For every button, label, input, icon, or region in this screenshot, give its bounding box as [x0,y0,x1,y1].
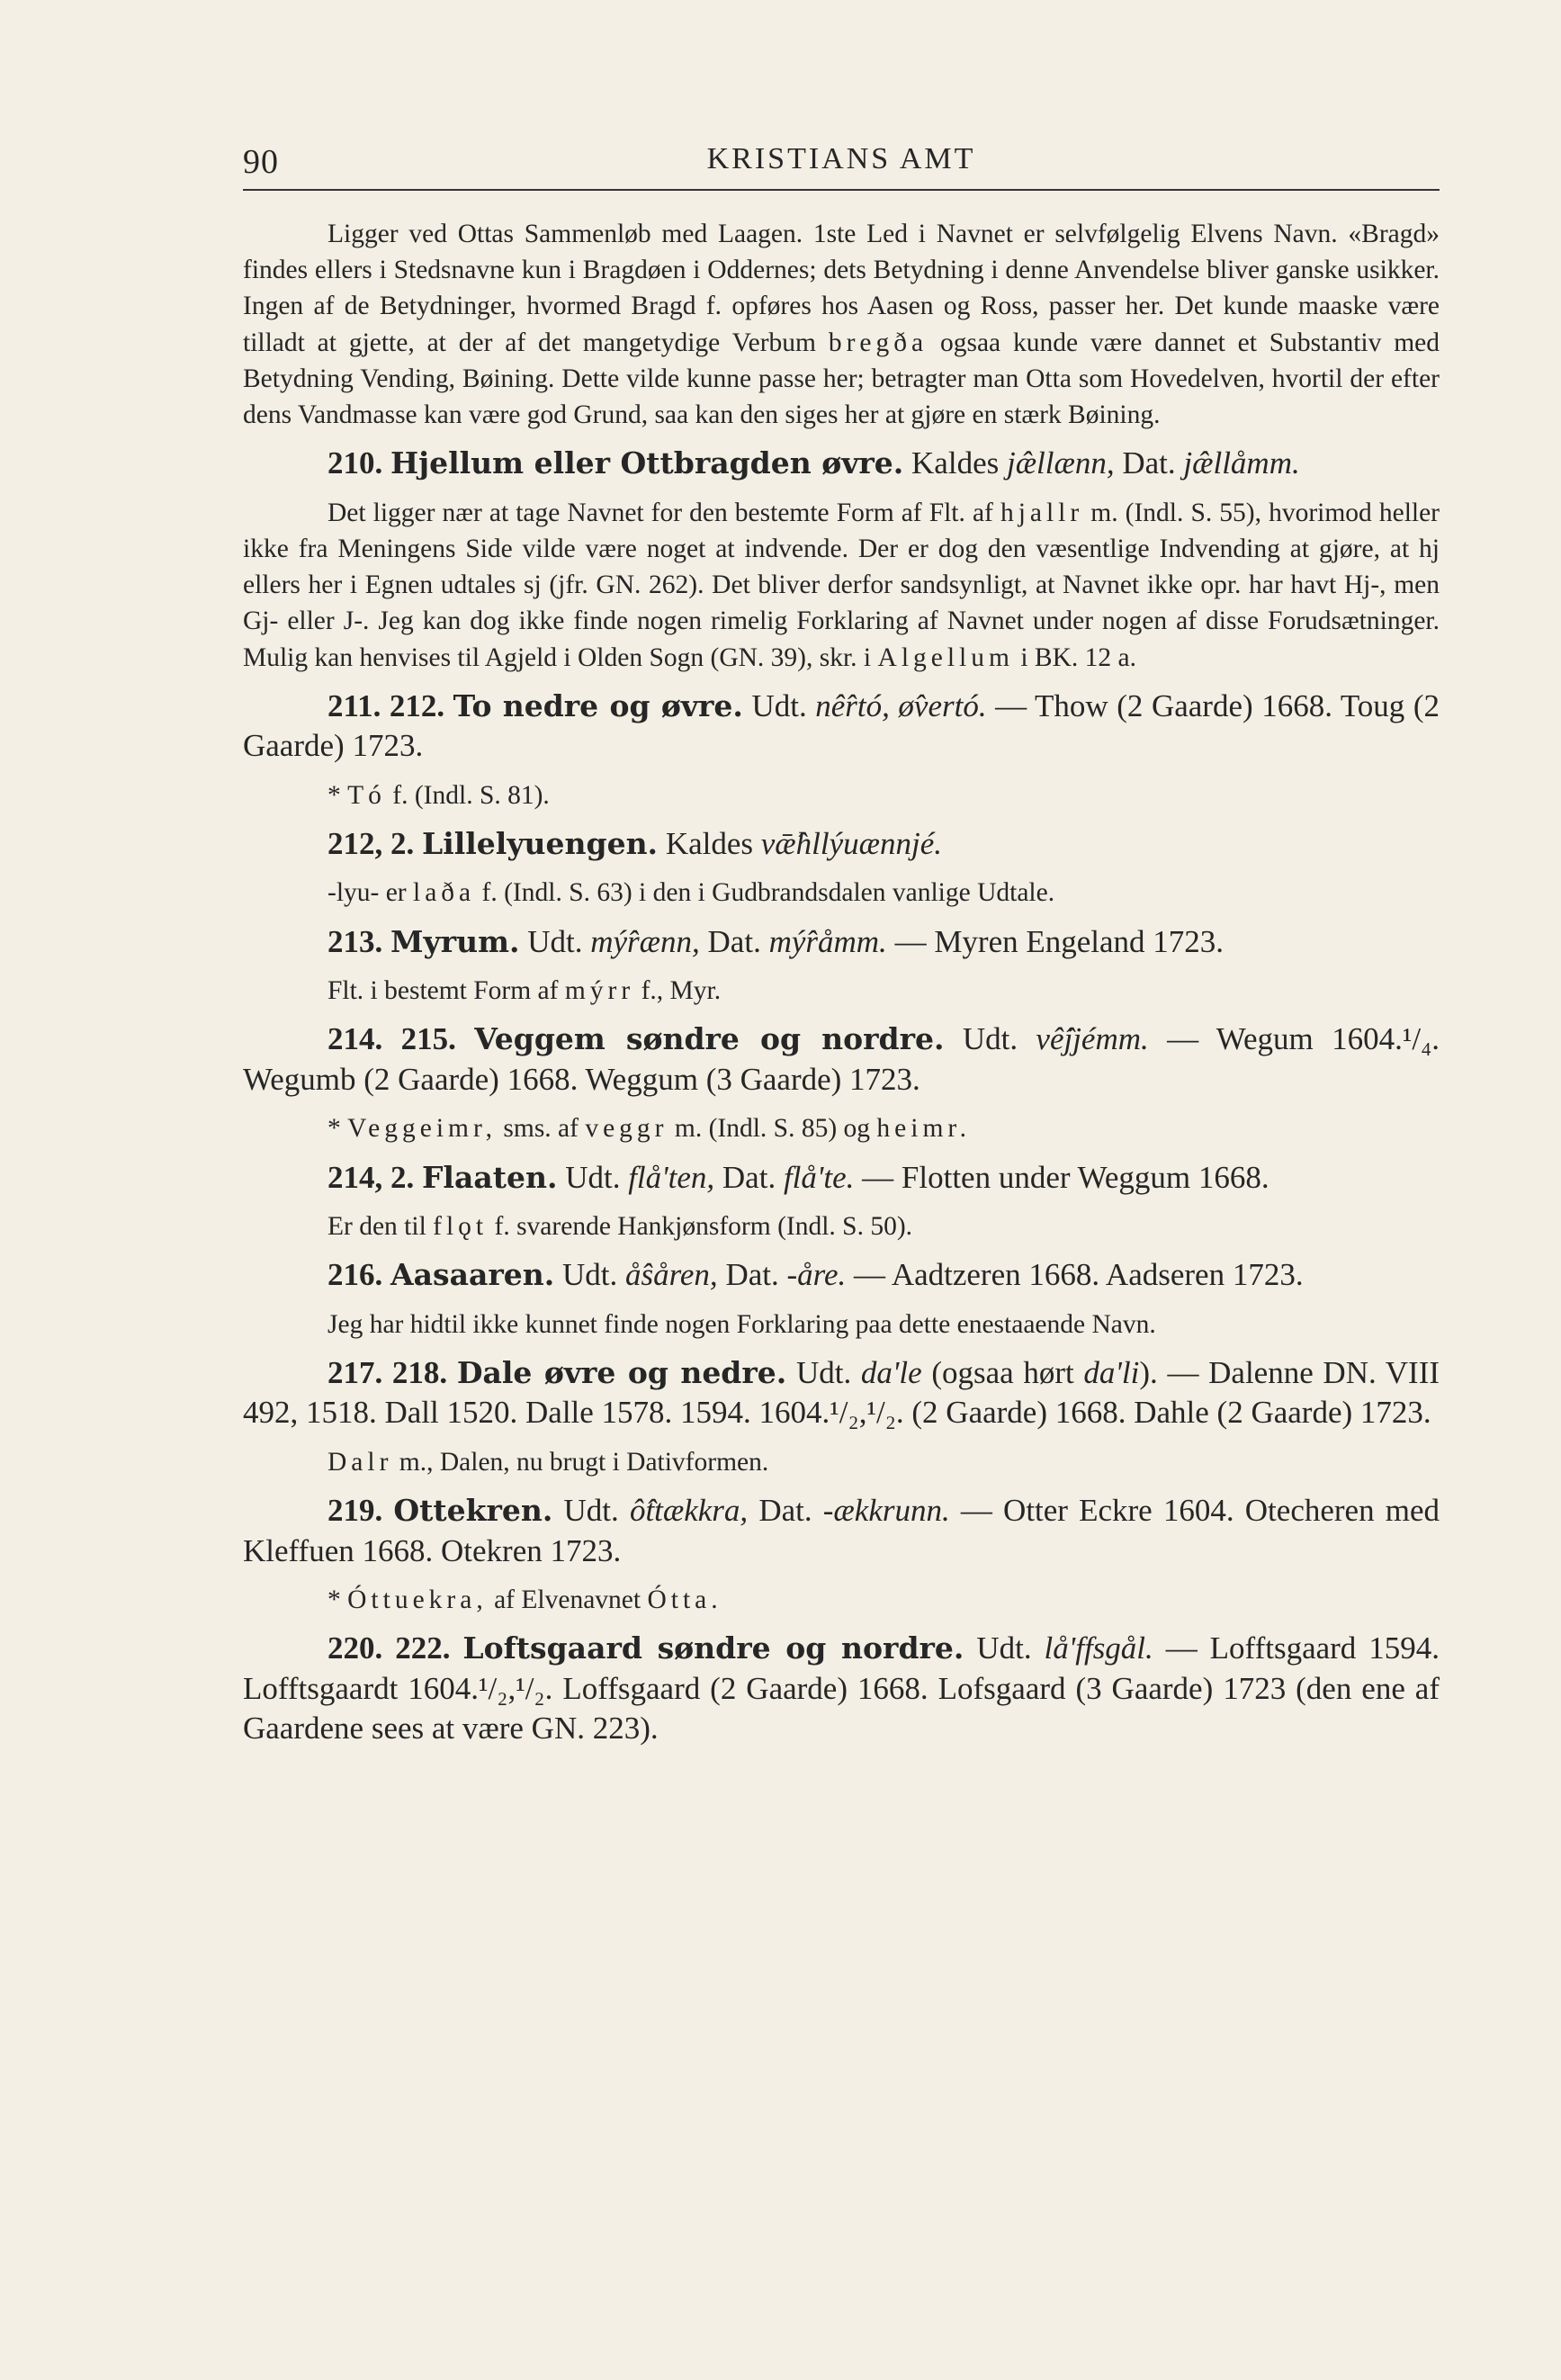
pronunciation: flå'ten, [628,1159,715,1195]
entry-text: Kaldes [903,445,1007,481]
entry-213-note [243,973,1440,1009]
pronunciation: lå'ffsgål. [1044,1630,1153,1666]
entry-214-2-note [243,1208,1440,1244]
entry-text: Udt. [742,687,816,723]
entry-text: Dat. [717,1257,787,1293]
entry-text: — Thow (2 Gaarde) 1668. Toug (2 Gaarde) 1723. [243,687,1440,764]
entry-text: Dat. [714,1159,784,1195]
entry-212-2-head [243,824,1440,865]
page-number: 90 [243,143,279,181]
entry-number: 220. 222. [327,1630,451,1666]
entry-220-head [243,1629,1440,1749]
note-text: i BK. 12 a. [1013,642,1136,672]
entry-text: Dat. [748,1493,823,1529]
entry-text: Udt. [557,1159,629,1195]
entry-text: Udt. [964,1630,1045,1666]
note-text: Jeg har hidtil ikke kunnet finde nogen Forklaring paa dette enestaaende Navn. [327,1309,1156,1339]
intro-rest: ogsaa kunde være dannet et Substantiv med Betydning Vending, Bøining. Dette vilde kunne passe her; betragter man Otta som Hovedelven, hvortil der efter dens Vandmasse kan være god Grund, saa kan den siges her at gjøre en stærk Bøining. [243,328,1440,430]
entry-211-note [243,777,1440,813]
entry-number: 214. 215. [327,1021,456,1057]
note-text: * [327,780,348,810]
farm-name: Myrum. [390,923,520,959]
note-text: Flt. i bestemt Form af [327,976,565,1006]
entry-number: 214, 2. [327,1159,415,1195]
pronunciation: vǣ̂hllýuænnjé. [760,825,942,861]
old-norse-word: veggr [585,1114,668,1144]
note-text: m. (Indl. S. 55), hvorimod heller ikke fra Meningens Side vilde være noget at indvende. Der er dog den væsentlige Indvending at gjøre, at hj ellers her i Egnen udtales sj (jfr. GN. 262). Det bliver derfor sandsynligt, at Navnet ikke opr. har havt Hj-, men Gj- eller J-. Jeg kan dog ikke finde nogen rimelig Forklaring af Navnet under nogen af disse Forudsætninger. Mulig kan henvises til Agjeld i Olden Sogn (GN. 39), skr. i [243,498,1440,672]
farm-name: Flaaten. [422,1159,558,1195]
entry-text: Udt. [786,1354,861,1390]
entry-219-head [243,1491,1440,1571]
entry-text: — Otter Eckre 1604. Otecheren med Kleffuen 1668. Otekren 1723. [243,1493,1440,1568]
entry-text: — Myren Engeland 1723. [886,923,1225,959]
pronunciation: -ækkrunn. [822,1493,950,1529]
note-text: m., Dalen, nu brugt i Dativformen. [392,1447,769,1477]
old-norse-word: Algellum [877,642,1014,672]
entry-text: — Aadtzeren 1668. Aadseren 1723. [846,1257,1304,1293]
old-norse-word: Óttuekra, [347,1585,488,1615]
entry-217-head [243,1353,1440,1433]
page-body [243,216,1440,1749]
farm-name: Loftsgaard søndre og nordre. [462,1630,964,1666]
farm-name: Dale øvre og nedre. [456,1354,787,1390]
farm-name: To nedre og øvre. [453,687,743,723]
entry-213-head [243,922,1440,963]
note-text: f. (Indl. S. 63) i den i Gudbrandsdalen vanlige Udtale. [475,878,1055,908]
farm-name: Hjellum eller Ottbragden øvre. [390,445,904,481]
entry-number: 213. [327,923,383,959]
entry-number: 219. [327,1493,383,1529]
entry-text: — Flotten under Weggum 1668. [854,1159,1269,1195]
entry-text: (ogsaa hørt [921,1354,1084,1390]
entry-212-2-note [243,875,1440,911]
entry-210-note [243,495,1440,676]
note-text: af Elvenavnet [487,1585,648,1615]
note-text: Det ligger nær at tage Navnet for den bestemte Form af Flt. af [327,498,1000,527]
entry-text: Udt. [554,1257,625,1293]
entry-214-2-head [243,1158,1440,1199]
old-norse-word: Veggeimr, [347,1114,498,1144]
running-head [243,142,1440,187]
farm-name: Veggem søndre og nordre. [474,1021,945,1057]
entry-text: Dat. [1114,445,1184,481]
farm-name: Ottekren. [393,1493,553,1529]
intro-text: Ligger ved Ottas Sammenløb med Laagen. 1ste Led i Navnet er selvfølgelig Elvens Navn. «Bragd» findes ellers i Stedsnavne kun i Bragdøen i Oddernes; dets Betydning i denne Anvendelse bliver ganske usikker. Ingen af de Betydninger, hvormed Bragd f. opføres hos Aasen og Ross, passer her. Det kunde maaske være tilladt at gjette, at der af det mangetydige Verbum [243,220,1440,357]
old-norse-word: mýrr [564,976,635,1006]
note-text: m. (Indl. S. 85) og [668,1114,877,1144]
pronunciation: da'li [1083,1354,1140,1390]
entry-219-note [243,1582,1440,1618]
entry-text: ). — Dalenne DN. VIII 492, 1518. Dall 1520. Dalle 1578. 1594. 1604.¹/₂,¹/₂. (2 Gaarde) 1668. Dahle (2 Gaarde) 1723. [243,1354,1440,1431]
note-text: * [327,1114,348,1144]
old-norse-word: hjallr [1000,498,1084,527]
entry-216-note [243,1307,1440,1343]
old-norse-word: flǫt [433,1212,489,1242]
pronunciation: jæ̂llåmm. [1183,445,1300,481]
entry-text: Dat. [699,923,769,959]
header-rule [243,189,1440,191]
pronunciation: å̂såren, [624,1257,718,1293]
pronunciation: nê̂rtó, ø̂vertó. [815,687,987,723]
running-title: KRISTIANS AMT [706,142,976,175]
farm-name: Aasaaren. [390,1257,555,1293]
entry-216-head [243,1255,1440,1296]
note-text: -lyu- er [327,878,414,908]
entry-217-note [243,1444,1440,1480]
entry-text: Udt. [519,923,591,959]
pronunciation: da'le [860,1354,922,1390]
note-text: f. svarende Hankjønsform (Indl. S. 50). [488,1212,913,1242]
entry-214-head [243,1019,1440,1100]
entry-text: Kaldes [658,825,761,861]
pronunciation: ô̂ttækkra, [629,1493,749,1529]
entry-text: Udt. [944,1021,1036,1057]
entry-number: 212, 2. [327,825,415,861]
entry-text: — Wegum 1604.¹/₄. Wegumb (2 Gaarde) 1668. Weggum (3 Gaarde) 1723. [243,1021,1440,1097]
intro-paragraph [243,216,1440,433]
old-norse-word: Tó [347,780,386,810]
old-norse-word: Dalr [327,1447,393,1477]
pronunciation: flå'te. [783,1159,855,1195]
pronunciation: -åre. [786,1257,847,1293]
note-text: f., Myr. [634,976,722,1006]
pronunciation: jæ̂llænn, [1006,445,1115,481]
pronunciation: vê̂jjémm. [1036,1021,1149,1057]
pronunciation: mý̂råmm. [768,923,887,959]
entry-text: Udt. [552,1493,630,1529]
note-text: Er den til [327,1212,434,1242]
note-text: * [327,1585,348,1615]
entry-214-note [243,1110,1440,1146]
intro-word: bregða [828,328,929,357]
note-text: sms. af [497,1114,586,1144]
old-norse-word: Ótta. [647,1585,722,1615]
entry-number: 210. [327,445,383,481]
entry-number: 217. 218. [327,1354,448,1390]
old-norse-word: laða [413,878,476,908]
pronunciation: mý̂rænn, [590,923,700,959]
farm-name: Lillelyuengen. [422,825,659,861]
entry-number: 211. 212. [327,687,445,723]
note-text: f. (Indl. S. 81). [385,780,550,810]
entry-text: — Lofftsgaard 1594. Lofftsgaardt 1604.¹/₂,¹/₂. Loffsgaard (2 Gaarde) 1668. Lofsgaard (3 Gaarde) 1723 (den ene af Gaardene sees at være GN. 223). [243,1630,1440,1747]
entry-210-head [243,444,1440,484]
entry-211-head [243,687,1440,767]
entry-number: 216. [327,1257,383,1293]
old-norse-word: heimr. [876,1114,971,1144]
